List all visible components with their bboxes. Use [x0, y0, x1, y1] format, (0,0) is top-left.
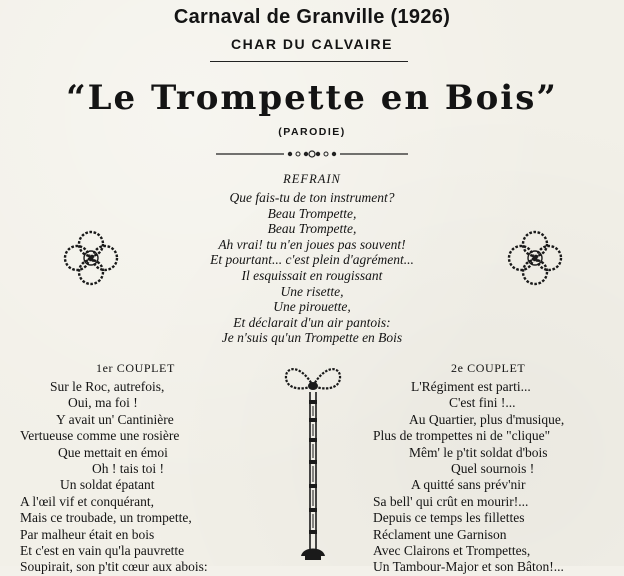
refrain-line: Et déclarait d'un air pantois:	[233, 314, 391, 330]
refrain-line: Je n'suis qu'un Trompette en Bois	[221, 330, 403, 346]
verse-line: Et c'est en vain qu'la pauvrette	[20, 542, 185, 558]
verse-line: Soupirait, son p'tit cœur aux abois:	[20, 559, 208, 575]
quatrefoil-ornament-icon	[506, 229, 564, 287]
verse-line: C'est fini !...	[449, 395, 516, 411]
header-subtitle: CHAR DU CALVAIRE	[231, 36, 393, 52]
verse-line: Sur le Roc, autrefois,	[50, 379, 165, 394]
verse-line: Y avait un' Cantinière	[56, 411, 174, 427]
refrain-line: Beau Trompette,	[267, 221, 357, 237]
refrain-line: Que fais-tu de ton instrument?	[229, 190, 395, 205]
couplet-2-verse	[365, 379, 615, 576]
verse-line: Oui, ma foi !	[68, 395, 138, 411]
verse-line: L'Régiment est parti...	[411, 379, 531, 394]
song-title: “Le Trompette en Bois”	[66, 78, 558, 118]
refrain-line: Et pourtant... c'est plein d'agrément...	[210, 252, 414, 268]
quatrefoil-ornament-icon	[62, 229, 120, 287]
verse-line: Mais ce troubade, un trompette,	[20, 510, 192, 526]
ornamental-divider	[214, 148, 410, 160]
verse-line: Que mettait en émoi	[58, 444, 168, 460]
refrain-heading: REFRAIN	[283, 172, 341, 186]
header-rule	[210, 61, 408, 62]
wooden-trumpet-ornament-icon	[283, 360, 343, 566]
refrain-line: Ah vrai! tu n'en joues pas souvent!	[218, 236, 406, 252]
verse-line: Avec Clairons et Trompettes,	[373, 542, 531, 558]
verse-line: Mêm' le p'tit soldat d'bois	[409, 444, 548, 460]
verse-line: Réclament une Garnison	[373, 526, 507, 542]
song-genre: (PARODIE)	[278, 126, 346, 138]
verse-line: Sa bell' qui crût en mourir!...	[373, 493, 529, 509]
verse-line: Depuis ce temps les fillettes	[373, 510, 525, 526]
refrain-line: Beau Trompette,	[267, 205, 357, 221]
verse-line: Par malheur était en bois	[20, 526, 155, 542]
refrain-line: Il esquissait en rougissant	[241, 267, 383, 283]
couplet-1-heading: 1er COUPLET	[96, 361, 175, 375]
verse-line: A quitté sans prév'nir	[411, 477, 526, 493]
verse-line: Plus de trompettes ni de "clique"	[373, 428, 551, 444]
verse-line: A l'œil vif et conquérant,	[20, 493, 155, 509]
verse-line: Au Quartier, plus d'musique,	[409, 411, 565, 427]
header-title: Carnaval de Granville (1926)	[173, 6, 451, 28]
couplet-2-heading: 2e COUPLET	[451, 361, 526, 375]
refrain-line: Une risette,	[280, 283, 344, 299]
verse-line: Un Tambour-Major et son Bâton!...	[373, 559, 564, 575]
verse-line: Quel sournois !	[451, 460, 535, 476]
verse-line: Oh ! tais toi !	[92, 460, 164, 476]
refrain-line: Une pirouette,	[273, 299, 351, 315]
verse-line: Vertueuse comme une rosière	[20, 428, 180, 444]
couplet-1-verse	[20, 379, 270, 576]
verse-line: Un soldat épatant	[60, 477, 155, 493]
